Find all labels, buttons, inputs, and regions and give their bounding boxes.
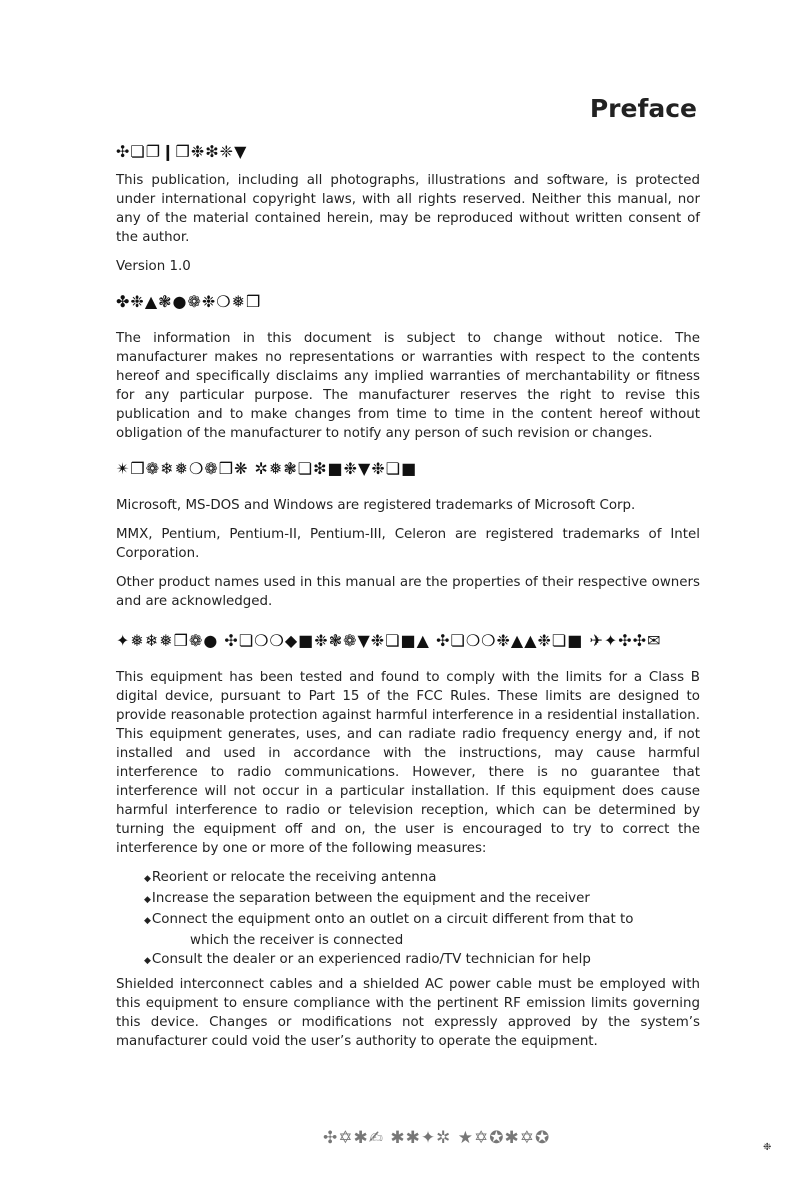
page-title: Preface xyxy=(589,94,697,123)
list-item: ◆Increase the separation between the equipment and the receiver xyxy=(144,891,590,906)
trademark-heading: ✴❒❁❄❅❍❁❒❋ ✲❅❃❏❇■❉▼❉❏■ xyxy=(116,459,418,478)
fcc-shielding-text: Shielded interconnect cables and a shielded AC power cable must be employed with this equipment to ensure compliance with the pertinent RF emission limits governing this device. Changes or modifications not expressly approved by the system’s manufacturer could void the user’s authority to operate the equipment. xyxy=(116,977,700,1049)
list-item-continuation: which the receiver is connected xyxy=(190,933,404,948)
list-item-text: Reorient or relocate the receiving antenna xyxy=(151,870,437,885)
copyright-heading: ✣❏❐❙❒❉❇❈▼ xyxy=(116,142,248,161)
trademark-text-3: Other product names used in this manual are the properties of their respective owners and are acknowledged. xyxy=(116,575,700,609)
version-text: Version 1.0 xyxy=(116,259,191,274)
trademark-text-1: Microsoft, MS-DOS and Windows are registered trademarks of Microsoft Corp. xyxy=(116,498,636,513)
list-item: ◆Consult the dealer or an experienced radio/TV technician for help xyxy=(144,952,591,967)
list-item-text: Consult the dealer or an experienced radio/TV technician for help xyxy=(151,952,591,967)
disclaimer-text: The information in this document is subject to change without notice. The manufacturer makes no representations or warranties with respect to the contents hereof and specifically disclaims any implied warranties of merchantability or fitness for any particular purpose. The manufacturer reserves the right to revise this publication and to make changes from time to time in the content hereof without obligation of the manufacturer to notify any person of such revision or changes. xyxy=(116,331,700,441)
list-item: ◆Reorient or relocate the receiving antenna xyxy=(144,870,437,885)
content xyxy=(116,142,700,1061)
list-item-text: Increase the separation between the equipment and the receiver xyxy=(151,891,590,906)
list-item: ◆Connect the equipment onto an outlet on a circuit different from that to xyxy=(144,912,634,927)
page-number: ❉ xyxy=(763,1142,772,1153)
fcc-heading: ✦❅❄❅❒❁● ✣❏❍❍◆■❉❃❁▼❉❏■▲ ✣❏❍❍❉▲▲❉❏■ ✈✦✣✣✉ xyxy=(116,631,662,650)
disclaimer-heading: ✤❉▲❃●❁❉❍❅❒ xyxy=(116,292,262,311)
footer-text: ✣✡✱✍ ✱✱✦✲ ★✡✪✱✡✪ xyxy=(323,1128,551,1148)
fcc-measures-list xyxy=(116,868,700,971)
copyright-text: This publication, including all photographs, illustrations and software, is protected under international copyright laws, with all rights reserved. Neither this manual, nor any of the material contained herein, may be reproduced without written consent of the author. xyxy=(116,173,700,245)
list-item-text: Connect the equipment onto an outlet on a circuit different from that to xyxy=(151,912,634,927)
trademark-text-2: MMX, Pentium, Pentium-II, Pentium-III, Celeron are registered trademarks of Intel Corporation. xyxy=(116,527,700,561)
fcc-text: This equipment has been tested and found to comply with the limits for a Class B digital device, pursuant to Part 15 of the FCC Rules. These limits are designed to provide reasonable protection against harmful interference in a residential installation. This equipment generates, uses, and can radiate radio frequency energy and, if not installed and used in accordance with the instructions, may cause harmful interference to radio communications. However, there is no guarantee that interference will not occur in a particular installation. If this equipment does cause harmful interference to radio or television reception, which can be determined by turning the equipment off and on, the user is encouraged to try to correct the interference by one or more of the following measures: xyxy=(116,670,700,856)
